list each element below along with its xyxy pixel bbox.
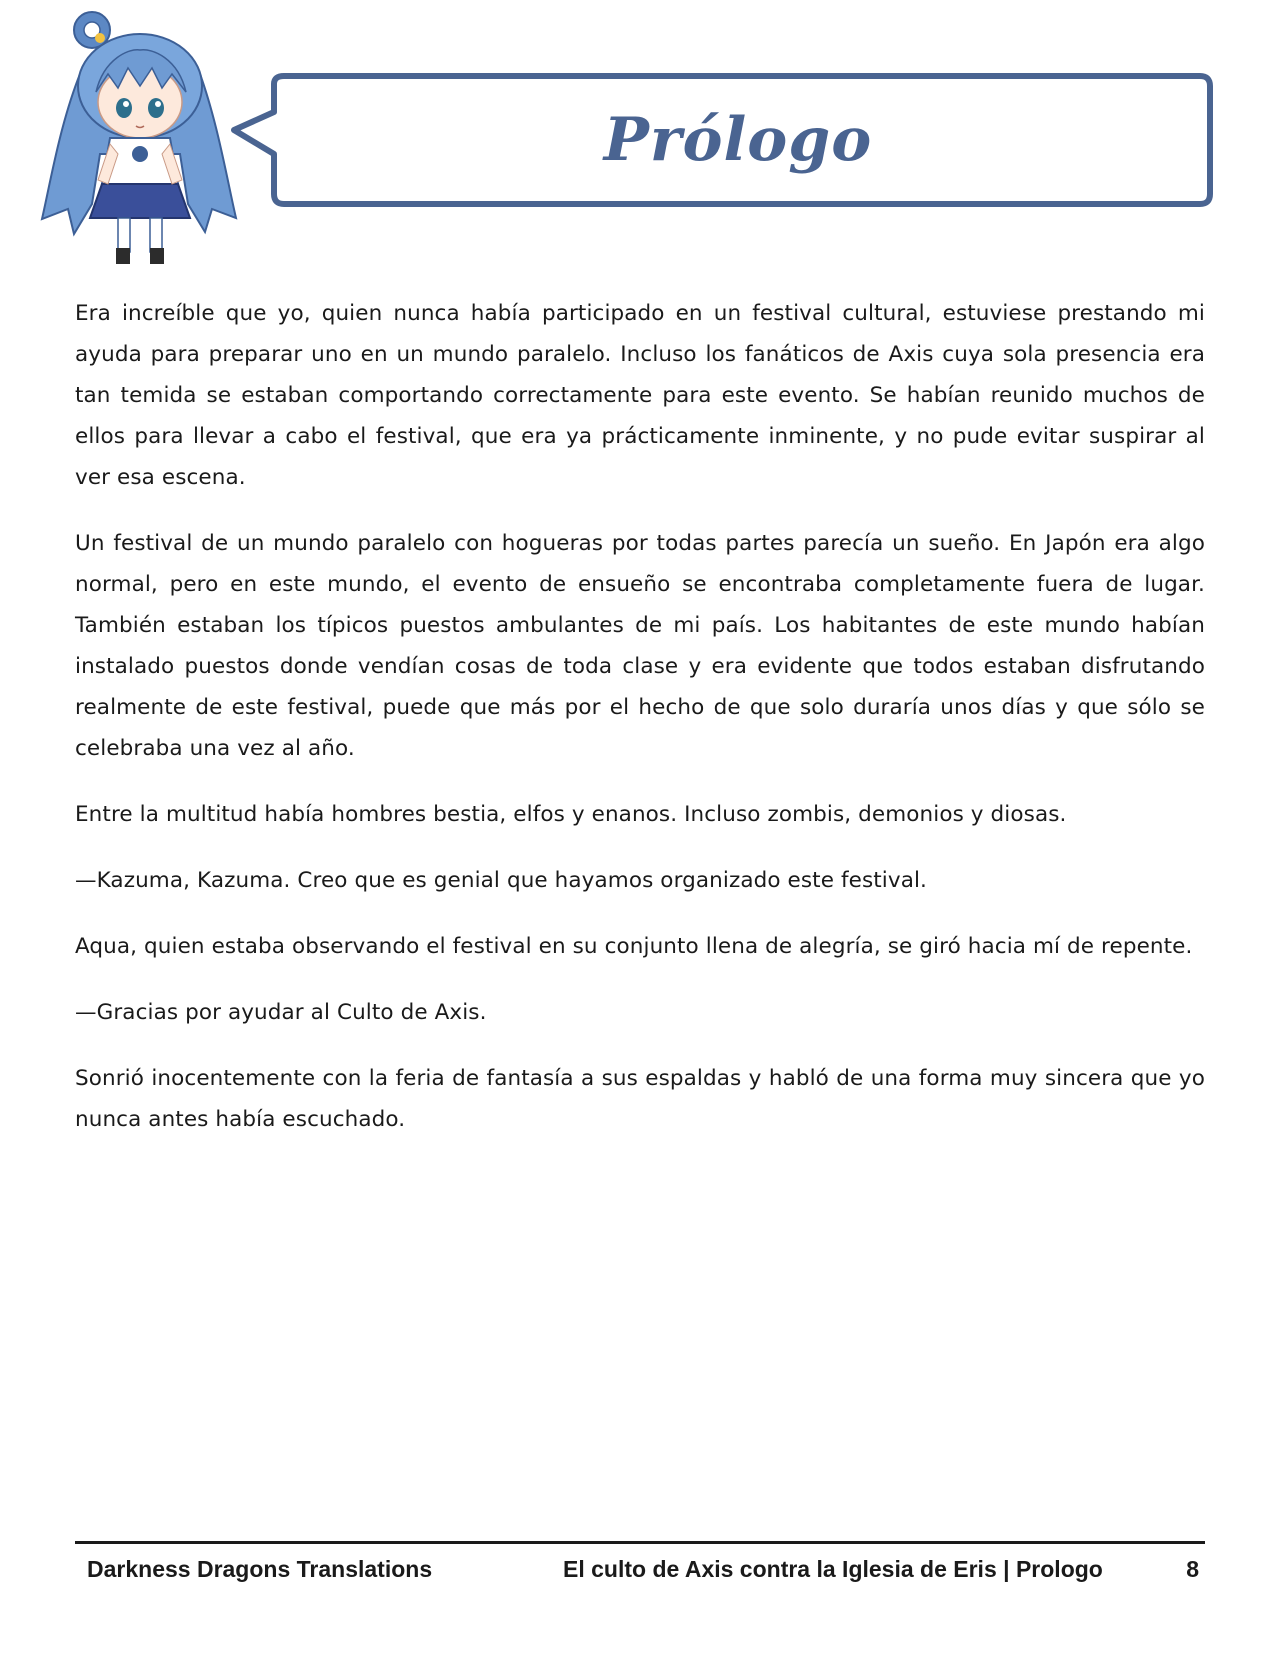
paragraph: Entre la multitud había hombres bestia, elfos y enanos. Incluso zombis, demonios y diosas.	[75, 802, 1067, 827]
page-title: Prólogo	[603, 105, 873, 175]
page-footer	[75, 1552, 1205, 1588]
paragraph: —Kazuma, Kazuma. Creo que es genial que hayamos organizado este festival.	[75, 868, 927, 893]
paragraph: Sonrió inocentemente con la feria de fantasía a sus espaldas y habló de una forma muy sincera que yo nunca antes había escuchado.	[75, 1066, 1205, 1132]
chapter-body	[75, 293, 1205, 1165]
paragraph: Aqua, quien estaba observando el festival en su conjunto llena de alegría, se giró hacia mí de repente.	[75, 934, 1193, 959]
footer-translator: Darkness Dragons Translations	[87, 1556, 433, 1582]
footer-book-title: El culto de Axis contra la Iglesia de Eris | Prologo	[563, 1556, 1103, 1582]
paragraph: —Gracias por ayudar al Culto de Axis.	[75, 1000, 487, 1025]
page-number: 8	[1186, 1556, 1199, 1582]
footer-divider	[75, 1541, 1205, 1544]
paragraph: Era increíble que yo, quien nunca había participado en un festival cultural, estuviese prestando mi ayuda para preparar uno en un mundo paralelo. Incluso los fanáticos de Axis cuya sola presencia era tan temida se estaban comportando correctamente para este evento. Se habían reunido muchos de ellos para llevar a cabo el festival, que era ya prácticamente inminente, y no pude evitar suspirar al ver esa escena.	[75, 301, 1205, 490]
chibi-aqua-illustration	[40, 4, 240, 284]
paragraph: Un festival de un mundo paralelo con hogueras por todas partes parecía un sueño. En Japón era algo normal, pero en este mundo, el evento de ensueño se encontraba completamente fuera de lugar. También estaban los típicos puestos ambulantes de mi país. Los habitantes de este mundo habían instalado puestos donde vendían cosas de toda clase y era evidente que todos estaban disfrutando realmente de este festival, puede que más por el hecho de que solo duraría unos días y que sólo se celebraba una vez al año.	[75, 531, 1205, 761]
chapter-header	[0, 0, 1280, 290]
